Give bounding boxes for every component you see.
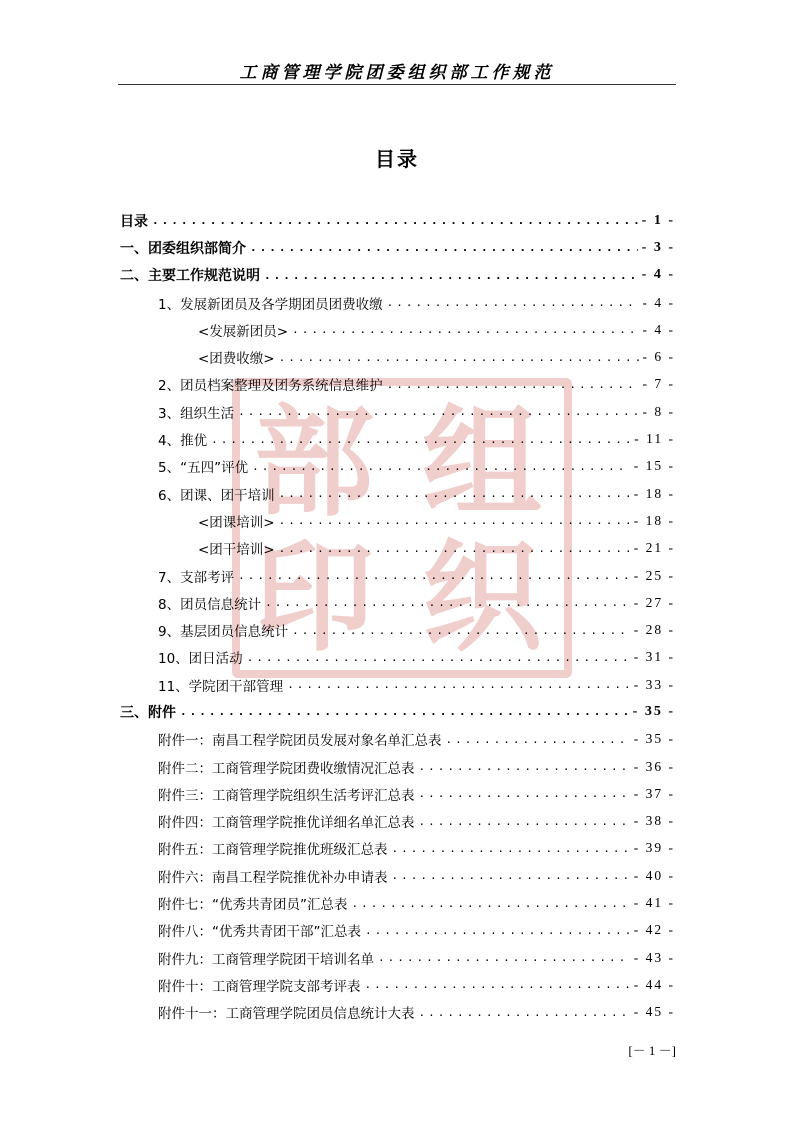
toc-entry-page: - 21 - [633,540,675,556]
toc-entry-label: 6、团课、团干培训 [158,487,275,504]
toc-entry[interactable] [120,917,675,944]
toc-entry-label: <团费收缴> [198,351,275,368]
toc-entry[interactable] [120,207,675,234]
toc-leader-dots [292,624,630,637]
toc-entry[interactable] [120,371,675,398]
toc-entry-page: - 41 - [633,895,675,911]
toc-title: 目录 [375,147,419,171]
toc-entry-page: - 7 - [642,376,675,392]
watermark-char: 织 [422,527,542,668]
toc-leader-dots [264,269,638,282]
toc-entry-page: - 35 - [632,703,675,719]
toc-leader-dots [387,296,639,309]
toc-leader-dots [252,460,630,473]
toc-entry[interactable] [120,780,675,807]
toc-entry-page: - 38 - [633,813,675,829]
toc-entry[interactable] [120,835,675,862]
toc-entry-label: 附件十：工商管理学院支部考评表 [158,978,361,995]
toc-leader-dots [265,596,630,609]
toc-leader-dots [279,542,630,555]
toc-leader-dots [238,405,638,418]
toc-entry-page: - 43 - [633,949,675,965]
toc-entry-page: - 25 - [633,567,675,583]
toc-entry-label: <团课培训> [198,514,275,531]
toc-entry-label: 附件六：南昌工程学院推优补办申请表 [158,869,388,886]
toc-entry[interactable] [120,971,675,998]
toc-entry[interactable] [120,562,675,589]
toc-entry-page: - 4 - [641,267,675,283]
table-of-contents [120,207,675,1026]
toc-entry-page: - 1 - [641,212,675,228]
watermark-char: 部 [254,392,374,533]
toc-entry[interactable] [120,753,675,780]
toc-entry-label: 附件九：工商管理学院团干培训名单 [158,951,374,968]
toc-entry[interactable] [120,425,675,452]
toc-entry-label: <发展新团员> [198,323,289,340]
toc-entry-page: - 4 - [642,321,675,337]
toc-entry-label: 附件三：工商管理学院组织生活考评汇总表 [158,787,415,804]
toc-entry-label: 2、团员档案整理及团务系统信息维护 [158,378,383,395]
toc-entry-label: 目录 [120,213,148,230]
toc-entry[interactable] [120,343,675,370]
toc-entry-page: - 37 - [633,785,675,801]
toc-entry[interactable] [120,480,675,507]
toc-leader-dots [419,760,630,773]
toc-leader-dots [279,514,630,527]
toc-entry[interactable] [120,644,675,671]
toc-entry[interactable] [120,698,675,725]
toc-entry-label: <团干培训> [198,542,275,559]
toc-entry-label: 附件一：南昌工程学院团员发展对象名单汇总表 [158,733,442,750]
toc-entry-page: - 31 - [633,649,675,665]
toc-leader-dots [419,787,630,800]
toc-entry[interactable] [120,453,675,480]
toc-entry[interactable] [120,398,675,425]
toc-entry-page: - 39 - [633,840,675,856]
toc-entry-label: 附件七：“优秀共青团员”汇总表 [158,897,348,914]
toc-leader-dots [387,378,639,391]
toc-leader-dots [180,705,629,718]
toc-entry[interactable] [120,999,675,1026]
watermark-char: 组 [422,392,542,533]
toc-leader-dots [446,733,630,746]
toc-entry[interactable] [120,616,675,643]
toc-leader-dots [292,323,638,336]
toc-leader-dots [378,951,630,964]
toc-entry-label: 7、支部考评 [158,569,235,586]
toc-entry[interactable] [120,862,675,889]
toc-leader-dots [419,815,630,828]
toc-entry-page: - 8 - [642,403,675,419]
toc-entry-label: 3、组织生活 [158,405,235,422]
page-number: [－ 1 －] [628,1043,676,1058]
toc-leader-dots [279,487,630,500]
toc-entry[interactable] [120,589,675,616]
toc-entry-page: - 45 - [633,1004,675,1020]
toc-entry[interactable] [120,262,675,289]
toc-entry-page: - 3 - [641,239,675,255]
toc-entry-page: - 40 - [633,867,675,883]
toc-leader-dots [247,651,630,664]
toc-entry-label: 9、基层团员信息统计 [158,624,289,641]
toc-leader-dots [365,924,630,937]
toc-entry-label: 10、团日活动 [158,651,243,668]
toc-entry[interactable] [120,671,675,698]
toc-entry-label: 附件四：工商管理学院推优详细名单汇总表 [158,815,415,832]
toc-entry-label: 1、发展新团员及各学期团员团费收缴 [158,296,383,313]
toc-entry[interactable] [120,289,675,316]
toc-entry-page: - 18 - [633,485,675,501]
toc-leader-dots [352,897,630,910]
toc-leader-dots [392,842,630,855]
toc-leader-dots [392,869,630,882]
toc-entry-page: - 6 - [642,349,675,365]
toc-leader-dots [279,351,639,364]
toc-entry-label: 一、团委组织部简介 [120,240,246,257]
toc-leader-dots [250,241,638,254]
toc-leader-dots [419,1006,630,1019]
toc-leader-dots [238,569,630,582]
toc-entry-label: 附件五：工商管理学院推优班级汇总表 [158,842,388,859]
toc-entry[interactable] [120,507,675,534]
watermark-char: 印 [254,527,374,668]
toc-entry-page: - 35 - [633,731,675,747]
toc-entry[interactable] [120,316,675,343]
toc-leader-dots [152,214,638,227]
toc-entry-page: - 44 - [633,976,675,992]
toc-leader-dots [287,678,630,691]
toc-entry[interactable] [120,944,675,971]
toc-entry-page: - 4 - [642,294,675,310]
toc-entry-page: - 27 - [633,594,675,610]
toc-entry-page: - 11 - [634,431,675,447]
toc-entry-page: - 36 - [633,758,675,774]
toc-entry-label: 11、学院团干部管理 [158,678,284,695]
header-rule [118,84,676,85]
toc-entry-page: - 33 - [633,676,675,692]
toc-entry-label: 4、推优 [158,433,208,450]
toc-leader-dots [365,978,630,991]
toc-entry[interactable] [120,234,675,261]
toc-leader-dots [211,433,630,446]
toc-entry-label: 附件十一：工商管理学院团员信息统计大表 [158,1006,415,1023]
toc-entry-label: 三、附件 [120,704,176,721]
toc-entry-label: 附件二：工商管理学院团费收缴情况汇总表 [158,760,415,777]
toc-entry-page: - 28 - [633,622,675,638]
toc-entry-label: 5、“五四”评优 [158,460,249,477]
toc-entry-label: 8、团员信息统计 [158,596,262,613]
toc-entry[interactable] [120,889,675,916]
toc-entry-label: 附件八：“优秀共青团干部”汇总表 [158,924,361,941]
toc-entry[interactable] [120,726,675,753]
toc-entry-page: - 15 - [633,458,675,474]
toc-entry[interactable] [120,535,675,562]
toc-entry-label: 二、主要工作规范说明 [120,268,260,285]
toc-entry[interactable] [120,808,675,835]
toc-entry-page: - 18 - [633,512,675,528]
toc-entry-page: - 42 - [633,922,675,938]
running-header-title: 工商管理学院团委组织部工作规范 [239,63,555,83]
